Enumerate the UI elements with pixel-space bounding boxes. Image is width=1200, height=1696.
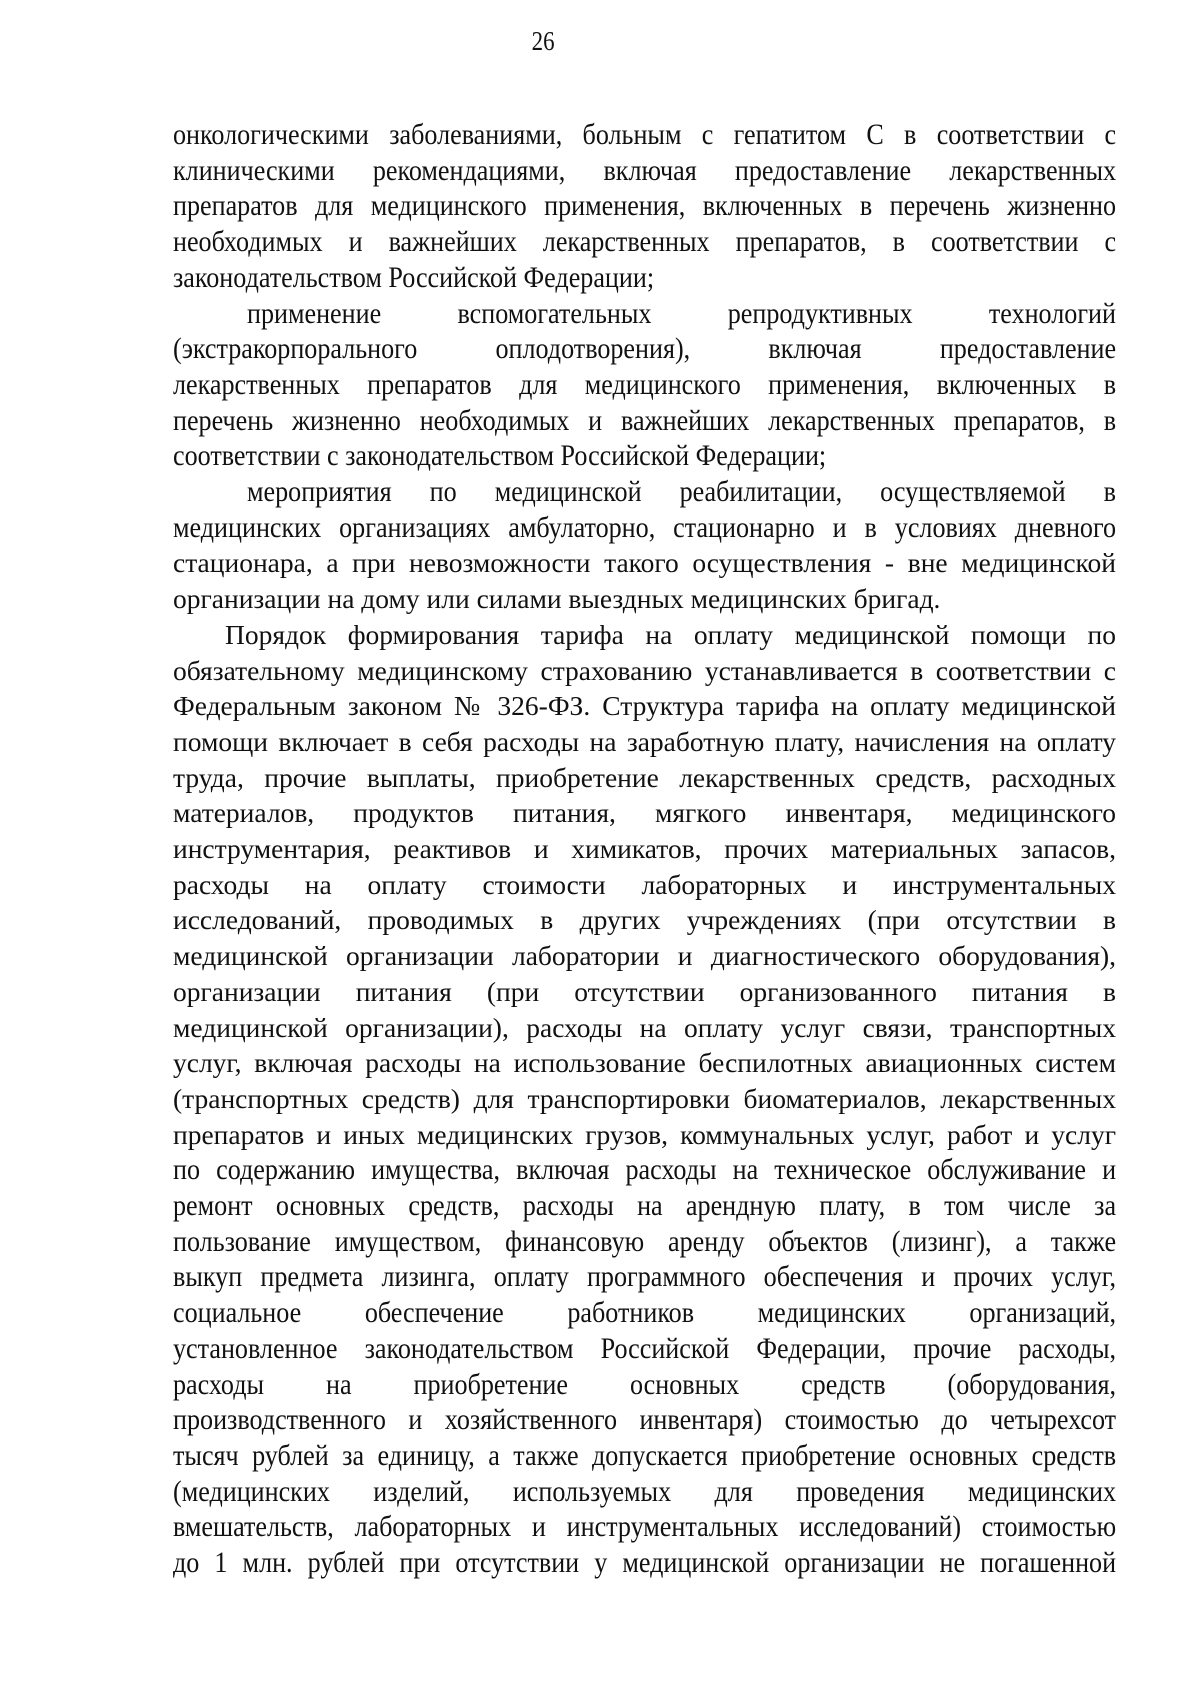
text-line: материалов, продуктов питания, мягкого инвентаря, медицинского (173, 797, 1116, 829)
text-line: (транспортных средств) для транспортировки биоматериалов, лекарственных (173, 1082, 1116, 1114)
text-line: Федеральным законом № 326-ФЗ. Структура тарифа на оплату медицинской (173, 690, 1116, 722)
text-line: исследований, проводимых в других учреждениях (при отсутствии в (173, 904, 1116, 936)
text-line: соответствии с законодательством Российской Федерации; (173, 439, 827, 473)
text-line: расходы на приобретение основных средств (оборудования, (173, 1367, 1117, 1401)
text-line: производственного и хозяйственного инвентаря) стоимостью до четырехсот (173, 1403, 1117, 1437)
text-line: тысяч рублей за единицу, а также допускается приобретение основных средств (173, 1438, 1117, 1472)
text-line: ремонт основных средств, расходы на арендную плату, в том числе за (173, 1189, 1117, 1222)
text-line: по содержанию имущества, включая расходы на техническое обслуживание и (173, 1153, 1117, 1187)
text-line: медицинской организации лаборатории и диагностического оборудования), (173, 940, 1116, 972)
text-line: (экстракорпорального оплодотворения), включая предоставление (173, 332, 1117, 366)
text-line: законодательством Российской Федерации; (173, 260, 655, 294)
text-line: социальное обеспечение работников медицинских организаций, (173, 1296, 1117, 1330)
text-line: расходы на оплату стоимости лабораторных и инструментальных (173, 868, 1116, 900)
text-line: мероприятия по медицинской реабилитации, осуществляемой в (247, 475, 1116, 508)
text-line: организации питания (при отсутствии организованного питания в (173, 975, 1116, 1007)
text-line: вмешательств, лабораторных и инструментальных исследований) стоимостью (173, 1510, 1117, 1544)
text-line: онкологическими заболеваниями, больным с гепатитом С в соответствии с (173, 118, 1117, 151)
text-line: труда, прочие выплаты, приобретение лекарственных средств, расходных (173, 761, 1116, 793)
text-line: пользование имуществом, финансовую аренду объектов (лизинг), а также (173, 1224, 1117, 1258)
text-line: (медицинских изделий, используемых для проведения медицинских (173, 1474, 1117, 1508)
text-line: стационара, а при невозможности такого осуществления - вне медицинской (173, 547, 1116, 579)
text-line: организации на дому или силами выездных медицинских бригад. (173, 583, 941, 615)
text-line: обязательному медицинскому страхованию устанавливается в соответствии с (173, 654, 1116, 686)
text-line: лекарственных препаратов для медицинского применения, включенных в (173, 367, 1117, 401)
text-line: перечень жизненно необходимых и важнейших лекарственных препаратов, в (173, 403, 1117, 437)
text-line: препаратов для медицинского применения, включенных в перечень жизненно (173, 189, 1117, 223)
text-line: применение вспомогательных репродуктивных технологий (247, 296, 1116, 330)
text-line: услуг, включая расходы на использование беспилотных авиационных систем (173, 1047, 1116, 1079)
text-line: необходимых и важнейших лекарственных препаратов, в соответствии с (173, 225, 1117, 259)
text-line: инструментария, реактивов и химикатов, прочих материальных запасов, (173, 833, 1116, 864)
text-line: медицинской организации), расходы на оплату услуг связи, транспортных (173, 1011, 1116, 1043)
text-line: установленное законодательством Российской Федерации, прочие расходы, (173, 1331, 1117, 1365)
text-line: до 1 млн. рублей при отсутствии у медицинской организации не погашенной (173, 1546, 1117, 1579)
text-line: медицинских организациях амбулаторно, стационарно и в условиях дневного (173, 510, 1117, 544)
text-line: препаратов и иных медицинских грузов, коммунальных услуг, работ и услуг (173, 1118, 1116, 1150)
text-line: клиническими рекомендациями, включая предоставление лекарственных (173, 153, 1117, 187)
text-line: выкуп предмета лизинга, оплату программного обеспечения и прочих услуг, (173, 1260, 1117, 1294)
text-line: Порядок формирования тарифа на оплату медицинской помощи по (225, 618, 1116, 650)
text-line: помощи включает в себя расходы на заработную плату, начисления на оплату (173, 725, 1116, 757)
page-number: 26 (531, 26, 555, 56)
